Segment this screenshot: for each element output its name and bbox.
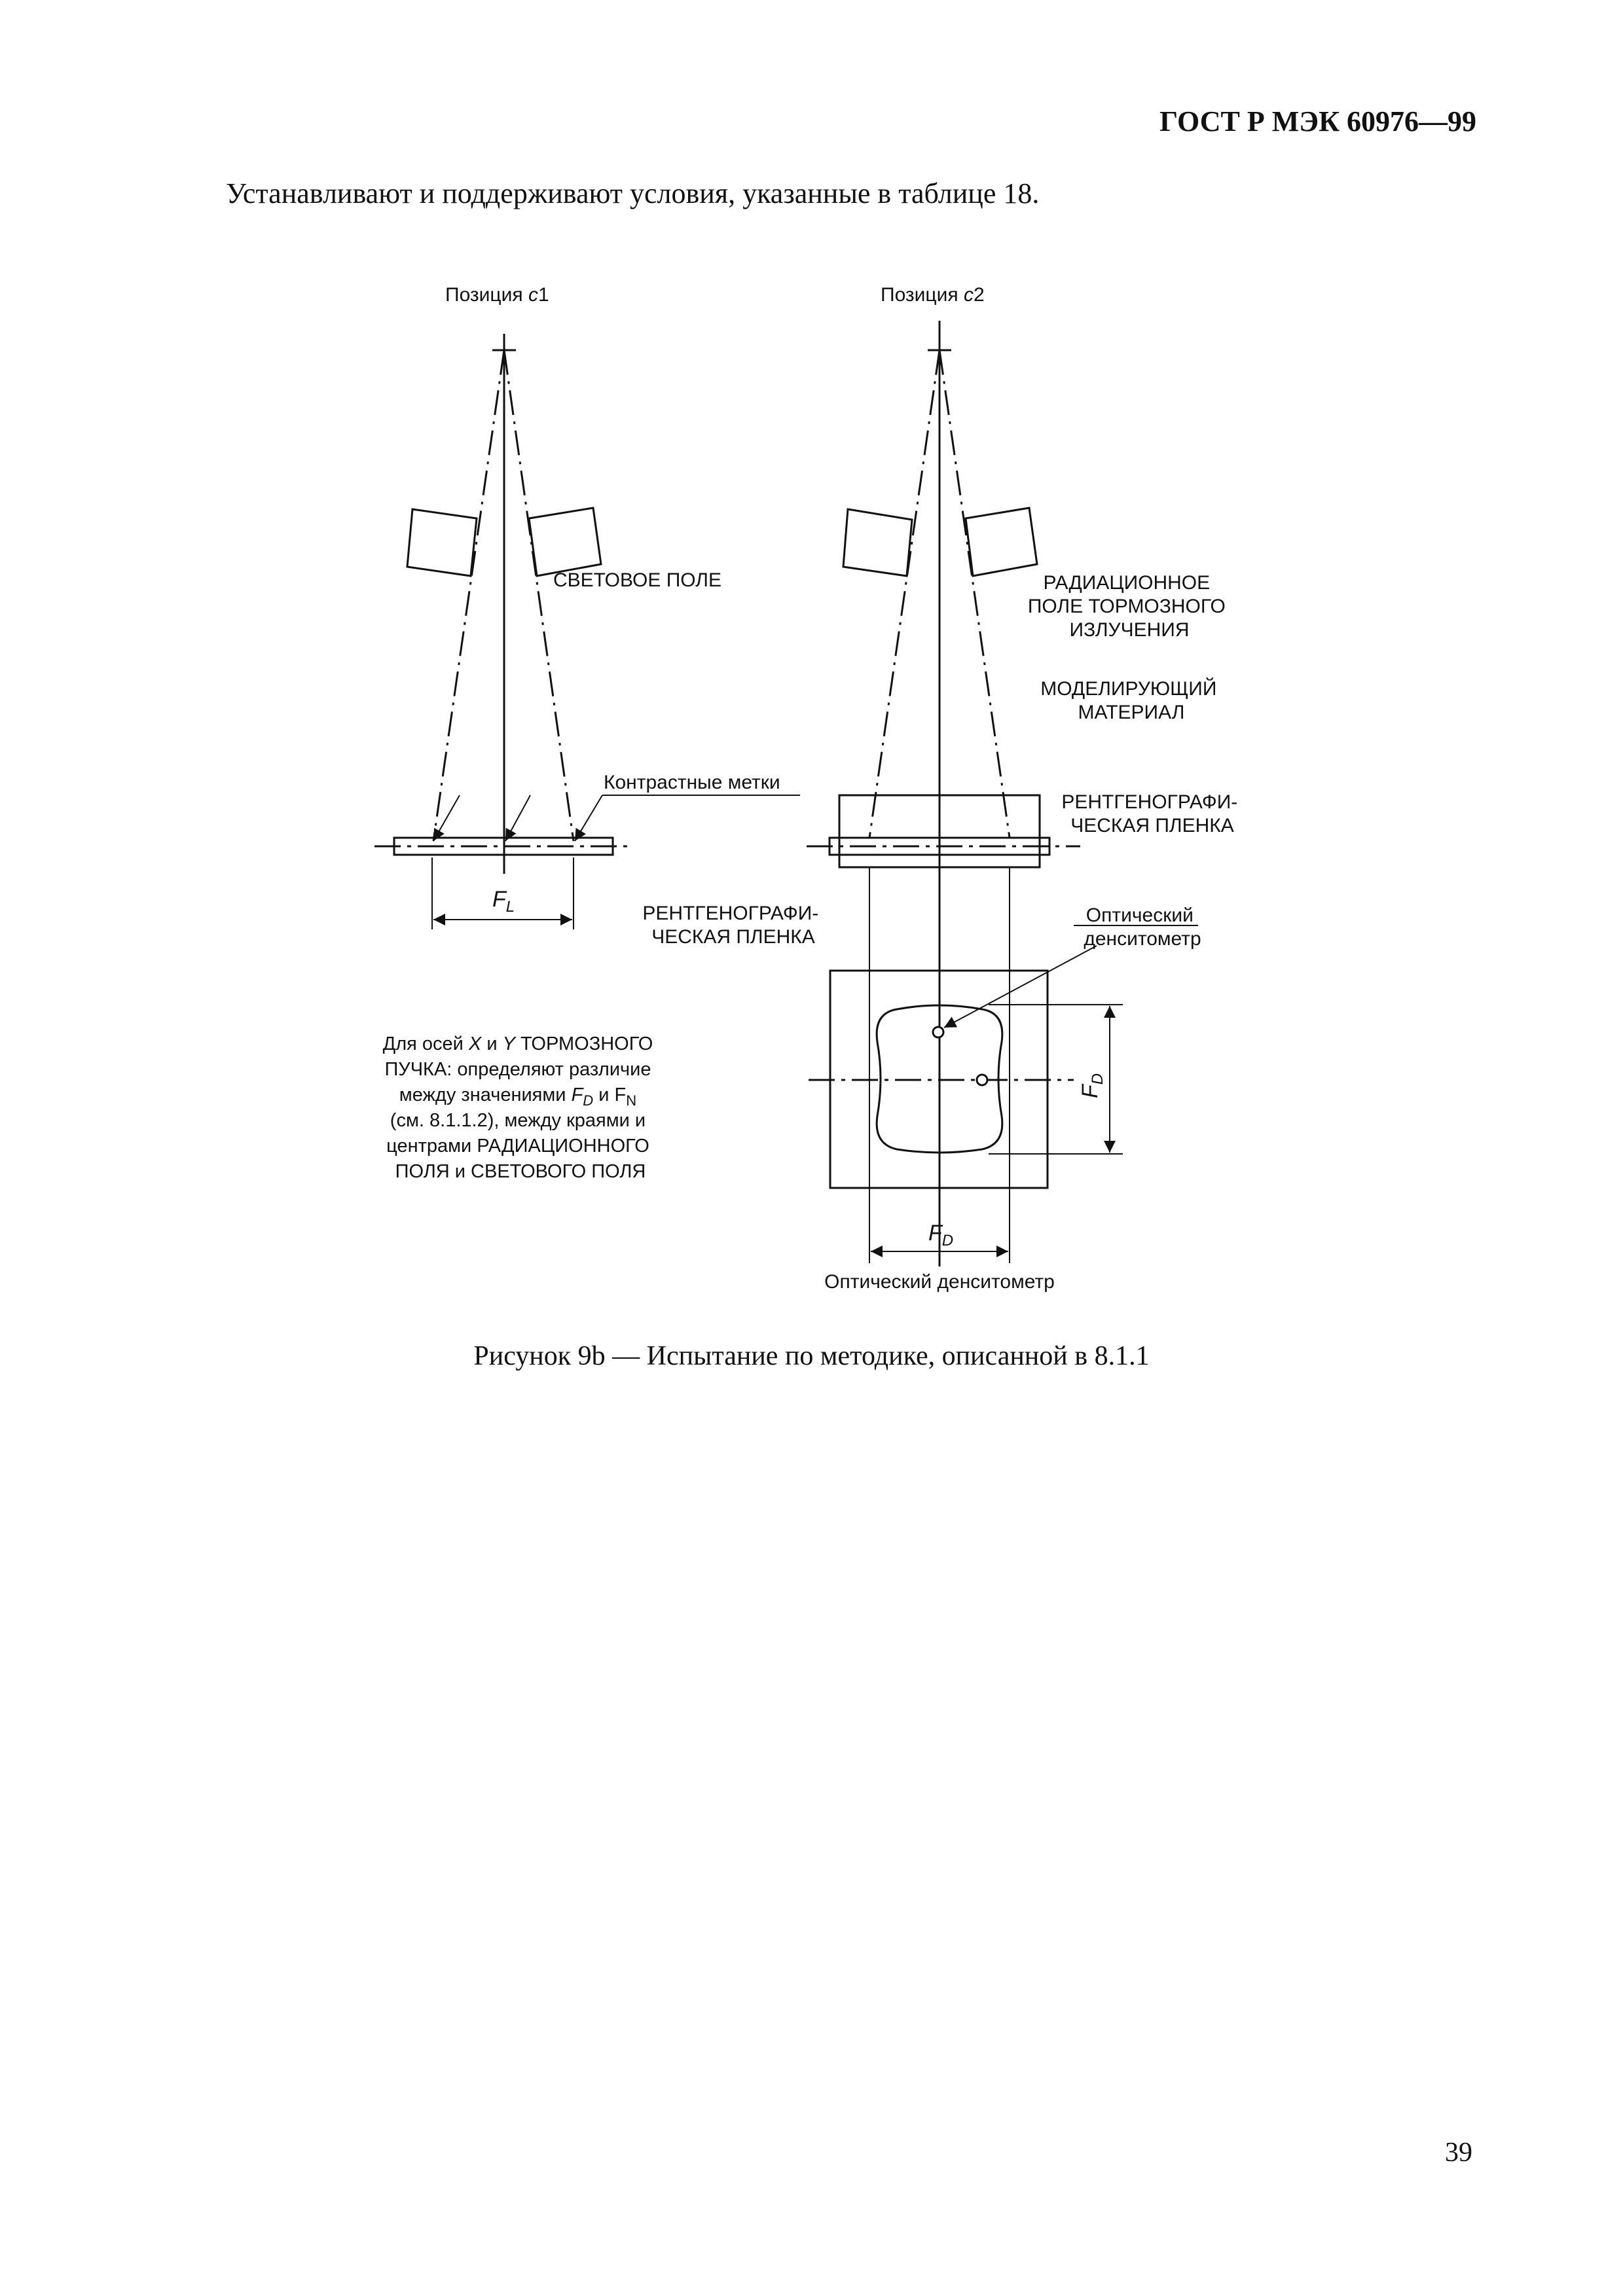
position-c2-label: Позиция c2: [881, 284, 985, 306]
contrast-marks-label: Контрастные метки: [604, 772, 780, 793]
contrast-mark-leader-2: [505, 795, 530, 841]
c1-collimator-jaw-left: [407, 509, 477, 576]
c2-collimator-jaw-right: [966, 508, 1037, 576]
page-number: 39: [1445, 2138, 1472, 2168]
contrast-mark-leader-3: [575, 795, 602, 841]
c2-collimator-jaw-left: [843, 509, 912, 576]
c1-beam-edge-left: [433, 350, 504, 841]
film-label-left: РЕНТГЕНОГРАФИ- ЧЕСКАЯ ПЛЕНКА: [642, 903, 819, 948]
densitometer-point-upper: [933, 1027, 943, 1037]
light-field-label: СВЕТОВОЕ ПОЛЕ: [553, 569, 721, 591]
densitometer-leader: [944, 946, 1097, 1028]
fd-vertical-label: $F_D$: [1078, 1073, 1106, 1098]
c1-beam-edge-right: [504, 350, 574, 841]
densitometer-label-upper: Оптический денситометр: [1084, 905, 1201, 950]
densitometer-point-right: [977, 1075, 987, 1085]
position-c1-setup: [374, 334, 800, 929]
figure-caption: Рисунок 9b — Испытание по методике, описанной в 8.1.1: [473, 1341, 1150, 1371]
densitometer-label-lower: Оптический денситометр: [824, 1271, 1055, 1293]
position-c1-label: Позиция c1: [445, 284, 549, 306]
c2-beam-edge-right: [939, 350, 1010, 838]
document-header: ГОСТ Р МЭК 60976—99: [1159, 105, 1476, 137]
c1-collimator-jaw-right: [529, 508, 601, 576]
fl-dimension-label: $F_L$: [492, 887, 515, 916]
intro-paragraph: Устанавливают и поддерживают условия, указанные в таблице 18.: [226, 177, 1040, 209]
c2-beam-edge-left: [869, 350, 939, 838]
film-label-right: РЕНТГЕНОГРАФИ- ЧЕСКАЯ ПЛЕНКА: [1061, 791, 1238, 836]
radiation-field-label: РАДИАЦИОННОЕ ПОЛЕ ТОРМОЗНОГО ИЗЛУЧЕНИЯ: [1027, 572, 1226, 641]
phantom-material-label: МОДЕЛИРУЮЩИЙ МАТЕРИАЛ: [1040, 678, 1217, 723]
contrast-mark-leader-1: [433, 795, 460, 841]
fd-horizontal-label: $F_D$: [928, 1221, 954, 1249]
beam-axes-note: Для осей X и Y ТОРМОЗНОГО ПУЧКА: определяют различие между значениями $F_D$ и $F_N$ (см. 8.1.1.2), между краями и центрами РАДИАЦИОННОГО ПОЛЯ и СВЕТОВОГО ПОЛЯ: [382, 1033, 653, 1182]
